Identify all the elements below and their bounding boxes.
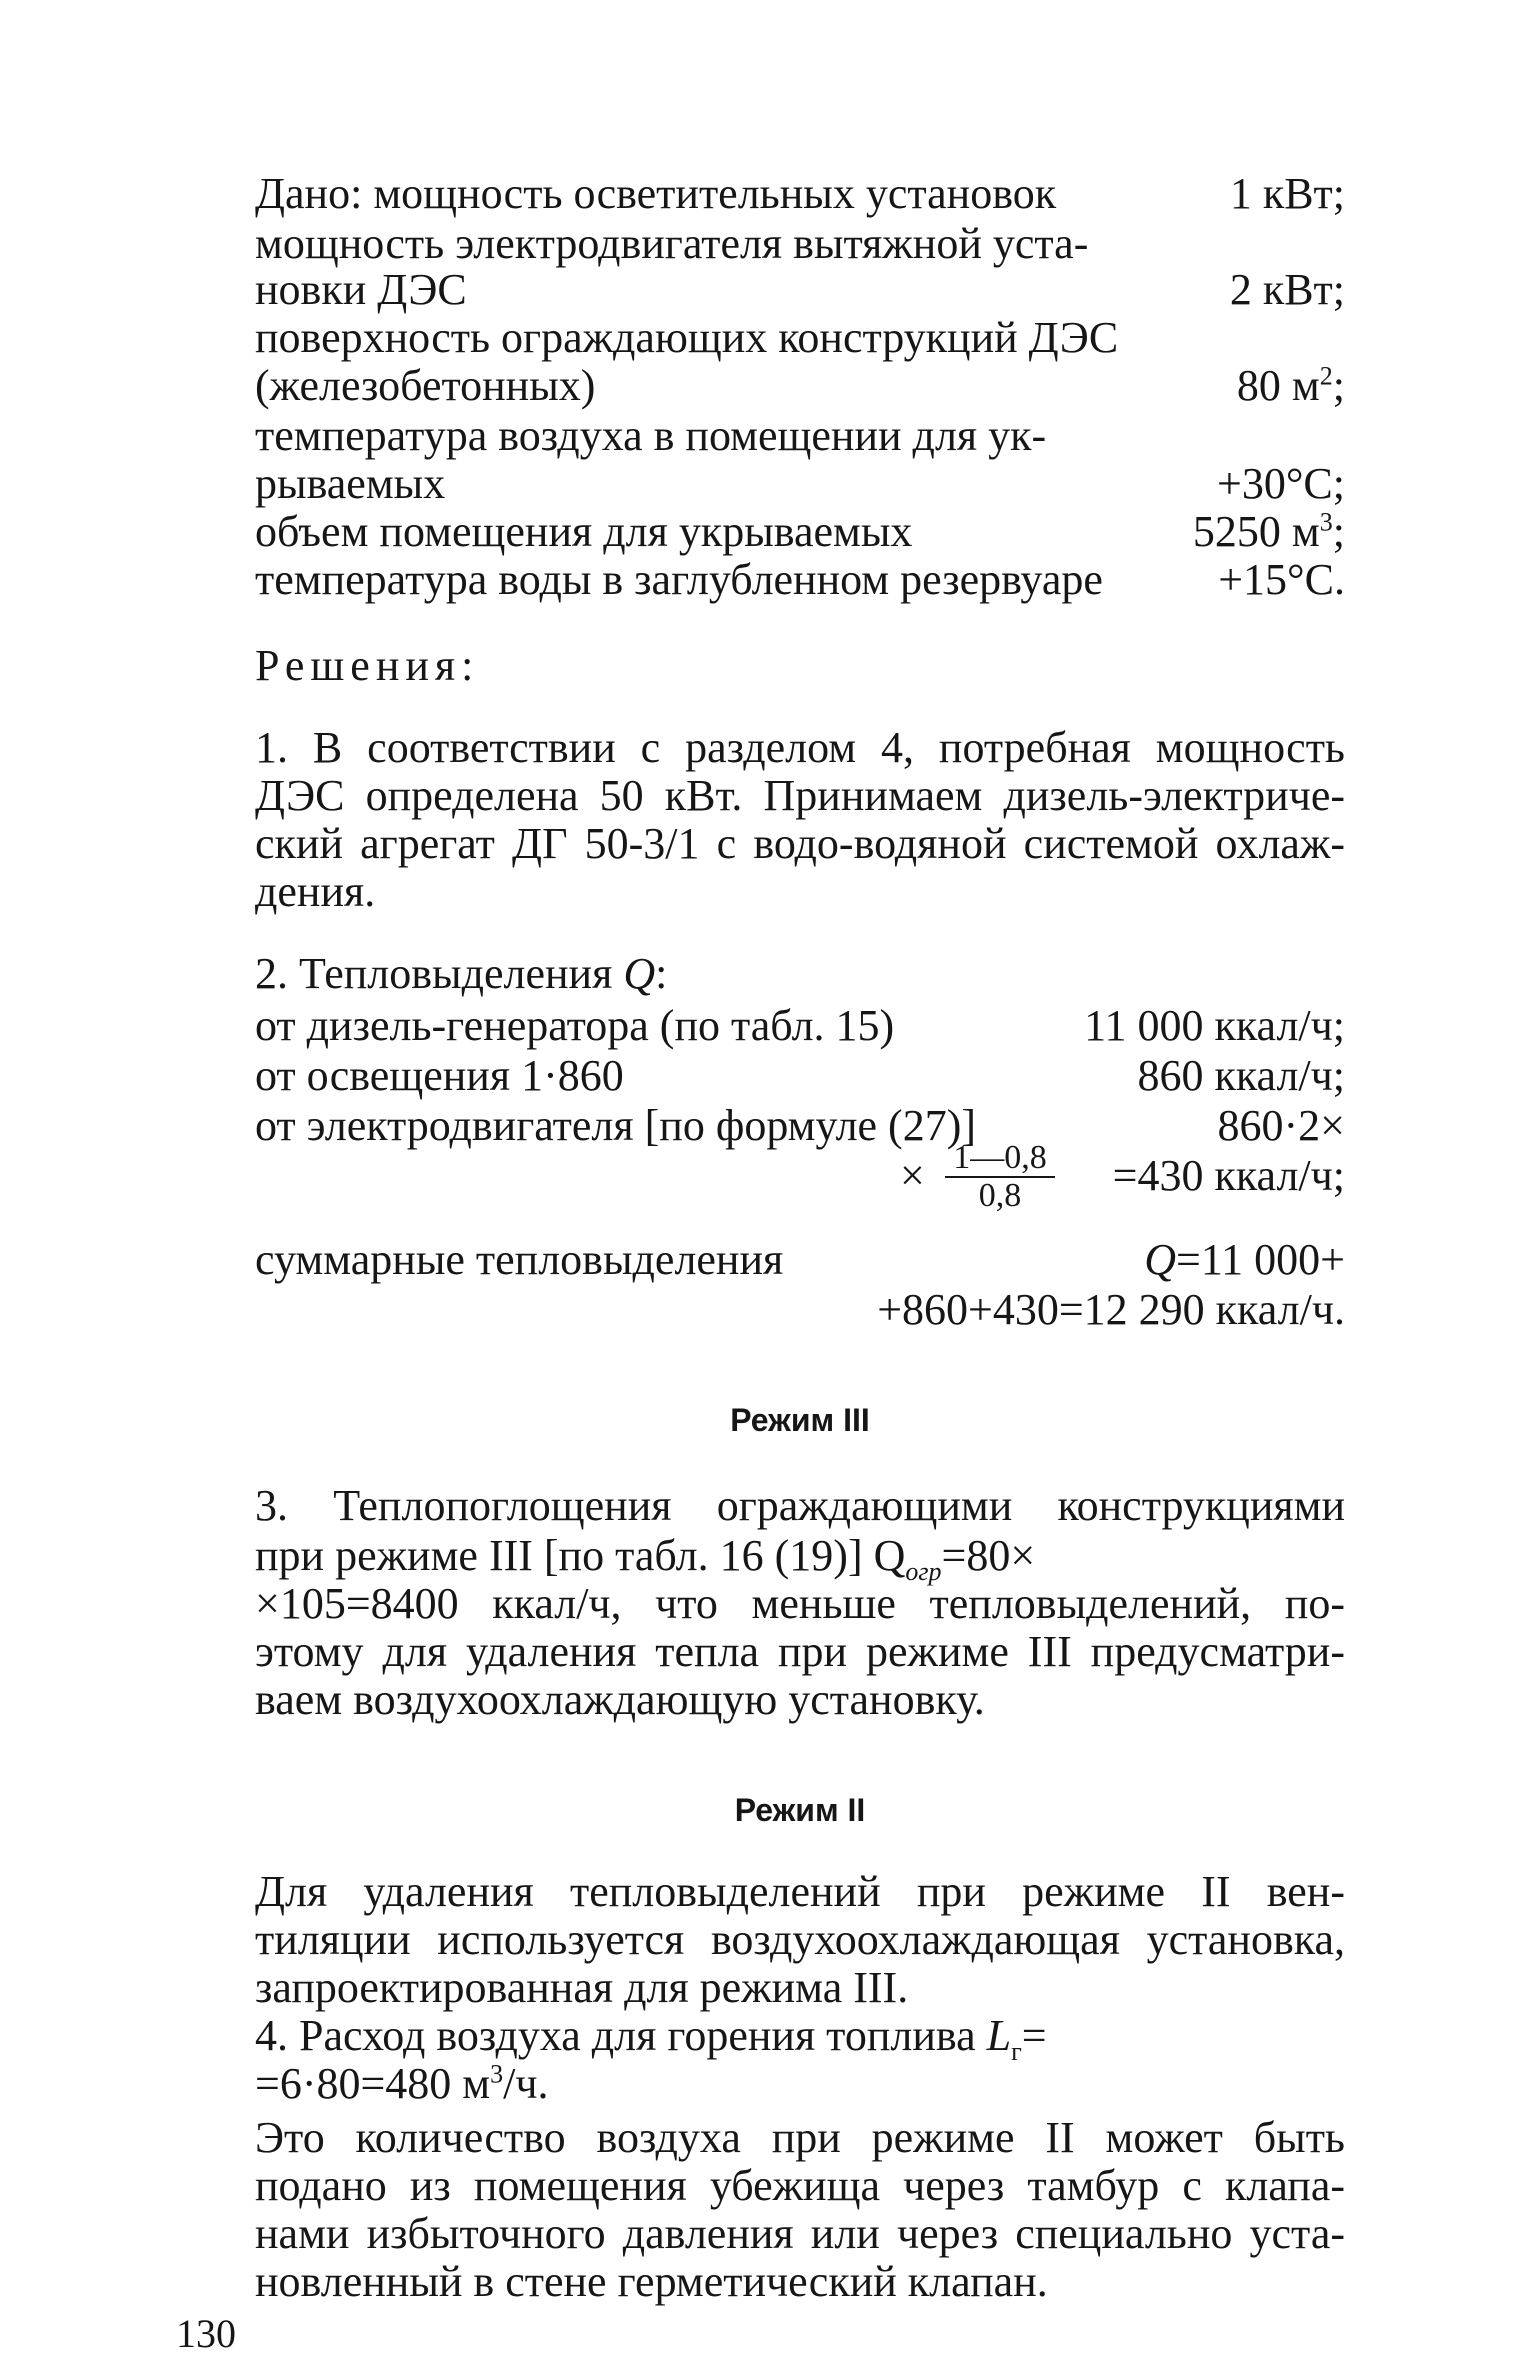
fraction-result: =430 ккал/ч; — [1112, 1151, 1345, 1200]
given-motor-power-label: мощность электродвигателя вытяжной уста- — [255, 219, 1089, 268]
given-line-2 — [255, 218, 1345, 270]
mode3-heading: Режим III — [730, 1402, 870, 1438]
given-light-power-value: 1 кВт; — [1229, 169, 1345, 218]
p1-line-4 — [255, 866, 1345, 918]
heat-diesel-value: 11 000 ккал/ч; — [1084, 1001, 1345, 1050]
p1-line-1: 1. В соответствии с разделом 4, потребная мощность — [255, 723, 1345, 772]
given-motor-power-label-cont: новки ДЭС — [255, 265, 467, 314]
heat-motor-value: 860·2× — [1217, 1101, 1345, 1150]
p4-line-1 — [255, 2010, 1345, 2066]
heat-line-2 — [255, 1050, 1345, 1102]
mode3-line-2-text: при режиме III [по табл. 16 (19)] $Q_{огр}=80\times$ — [255, 1531, 1036, 1586]
given-water-temp-label: температура воды в заглубленном резервуаре — [255, 555, 1103, 604]
fraction — [945, 1140, 1055, 1214]
mode3-line-1: 3. Теплопоглощения ограждающими конструкциями — [255, 1481, 1345, 1530]
given-air-temp-label: температура воздуха в помещении для ук- — [255, 411, 1047, 460]
mode2-line-1: Для удаления тепловыделений при режиме II вен- — [255, 1867, 1345, 1916]
fraction-prefix: × — [900, 1151, 925, 1200]
p1-line-4-text: дения. — [255, 867, 376, 916]
mode3-line-3: ×105=8400 ккал/ч, что меньше тепловыделений, по- — [255, 1579, 1345, 1628]
given-surface-label-cont: (железобетонных) — [255, 361, 596, 410]
p4-text: 4. Расход воздуха для горения топлива $L_г=$ — [255, 2011, 1047, 2066]
mode3-line-5-text: ваем воздухоохлаждающую установку. — [255, 1675, 985, 1724]
p5-line-2: подано из помещения убежища через тамбур с клапа- — [255, 2161, 1345, 2210]
given-air-temp-label-cont: рываемых — [255, 459, 446, 508]
given-volume-value: 5250 $м^3$; — [1192, 507, 1345, 556]
mode2-heading: Режим II — [734, 1792, 866, 1828]
page-number: 130 — [176, 2311, 236, 2356]
p2-title-line — [255, 948, 1345, 1000]
given-light-power-label: Дано: мощность осветительных установок — [255, 169, 1057, 218]
given-line-6 — [255, 410, 1345, 462]
mode2-line-2: тиляции используется воздухоохлаждающая установка, — [255, 1915, 1345, 1964]
p5-line-3: нами избыточного давления или через специально уста- — [255, 2209, 1345, 2258]
given-line-9 — [255, 554, 1345, 606]
heat-line-1 — [255, 1000, 1345, 1052]
total-value-cont: +860+430=12 290 ккал/ч. — [877, 1285, 1345, 1334]
given-surface-label: поверхность ограждающих конструкций ДЭС — [255, 313, 1119, 362]
fraction-numerator: 1—0,8 — [945, 1140, 1055, 1178]
mode3-line-2 — [255, 1530, 1345, 1586]
heat-diesel-label: от дизель-генератора (по табл. 15) — [255, 1001, 895, 1050]
total-line-2 — [255, 1284, 1345, 1336]
mode3-line-5 — [255, 1674, 1345, 1726]
mode2-line-3-text: запроектированная для режима III. — [255, 1963, 909, 2012]
p5-line-1: Это количество воздуха при режиме II может быть — [255, 2113, 1345, 2162]
given-line-3 — [255, 264, 1345, 316]
heat-line-3 — [255, 1100, 1345, 1152]
given-line-1 — [255, 168, 1345, 220]
p4-text-cont: =6·80=480 $м^3/ч$. — [255, 2059, 549, 2108]
p1-line-3: ский агрегат ДГ 50-3/1 с водо-водяной системой охлаж- — [255, 819, 1345, 868]
solution-title-line — [255, 640, 1345, 692]
total-line-1 — [255, 1234, 1345, 1286]
total-value: Q=11 000+ — [1144, 1235, 1345, 1284]
heat-motor-label: от электродвигателя [по формуле (27)] — [255, 1101, 977, 1150]
given-water-temp-value: +15°С. — [1218, 555, 1345, 604]
p4-line-2 — [255, 2058, 1345, 2110]
given-line-4 — [255, 312, 1345, 364]
fraction-denominator: 0,8 — [978, 1177, 1022, 1214]
mode2-line-3 — [255, 1962, 1345, 2014]
given-surface-value: 80 $м^2$; — [1236, 361, 1345, 410]
p5-line-4: новленный в стене герметический клапан. — [255, 2257, 1048, 2306]
given-line-7 — [255, 458, 1345, 510]
given-air-temp-value: +30°С; — [1217, 459, 1345, 508]
heat-light-value: 860 ккал/ч; — [1137, 1051, 1345, 1100]
p2-title: 2. Тепловыделения Q: — [255, 949, 668, 998]
fraction-result-line — [1060, 1150, 1345, 1202]
p1-line-2: ДЭС определена 50 кВт. Принимаем дизель-электриче- — [255, 771, 1345, 820]
given-volume-label: объем помещения для укрываемых — [255, 507, 913, 556]
mode3-line-4: этому для удаления тепла при режиме III предусматри- — [255, 1627, 1345, 1676]
solution-title: Решения: — [255, 641, 480, 690]
heat-light-label: от освещения 1·860 — [255, 1051, 624, 1100]
total-label: суммарные тепловыделения — [255, 1235, 784, 1284]
given-line-8 — [255, 506, 1345, 558]
given-line-5 — [255, 360, 1345, 412]
given-motor-power-value: 2 кВт; — [1229, 265, 1345, 314]
